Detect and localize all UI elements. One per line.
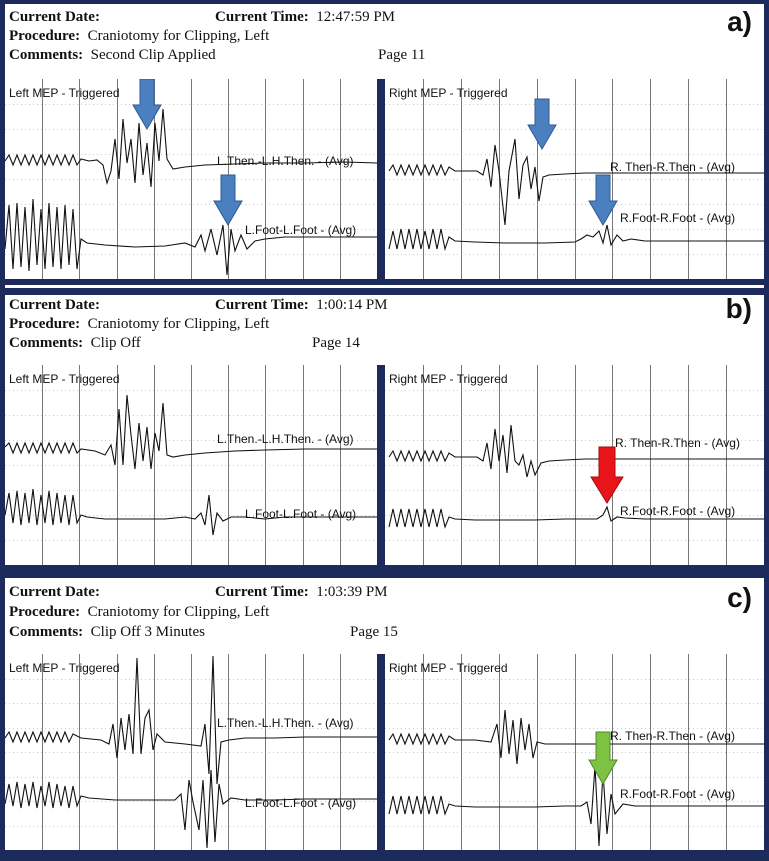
mep-plot-left [5, 79, 377, 279]
trace-label-upper: L.Then.-L.H.Then. - (Avg) [217, 716, 354, 730]
comments-value: Second Clip Applied [90, 47, 216, 63]
mep-plot-right [385, 79, 764, 279]
plot-area [5, 654, 764, 855]
date-label: Current Date: [9, 297, 100, 313]
comments-line: Comments: Second Clip Applied [9, 47, 216, 63]
time-line: Current Time: 1:00:14 PM [215, 297, 388, 313]
mep-plot-left [5, 654, 377, 850]
trace-label-upper: L.Then.-L.H.Then. - (Avg) [217, 154, 354, 168]
panel-letter: a) [727, 6, 752, 37]
trace-upper [5, 109, 377, 187]
procedure-value: Craniotomy for Clipping, Left [87, 28, 270, 44]
comments-line: Comments: Clip Off 3 Minutes [9, 624, 205, 640]
procedure-line: Procedure: Craniotomy for Clipping, Left [9, 316, 270, 332]
plot-title: Right MEP - Triggered [389, 661, 508, 675]
panel-b [5, 295, 764, 571]
procedure-value: Craniotomy for Clipping, Left [87, 604, 270, 620]
plot-title: Left MEP - Triggered [9, 372, 120, 386]
trace-label-upper: R. Then-R.Then - (Avg) [615, 436, 740, 450]
panel-a [5, 4, 764, 288]
panel-letter: b) [725, 293, 752, 324]
trace-label-lower: R.Foot-R.Foot - (Avg) [620, 211, 736, 225]
procedure-value: Craniotomy for Clipping, Left [87, 316, 270, 332]
trace-upper [389, 425, 764, 477]
date-label: Current Date: [9, 584, 100, 600]
time-value: 1:00:14 PM [316, 297, 388, 313]
trace-label-lower: L.Foot-L.Foot - (Avg) [245, 223, 357, 237]
blue-arrow [214, 175, 242, 225]
comments-line: Comments: Clip Off [9, 335, 141, 351]
panel-c [5, 578, 764, 855]
comments-value: Clip Off [90, 335, 141, 351]
trace-label-lower: L.Foot-L.Foot - (Avg) [245, 796, 357, 810]
time-value: 1:03:39 PM [316, 584, 388, 600]
time-value: 12:47:59 PM [316, 9, 396, 25]
red-arrow [591, 447, 623, 503]
trace-label-lower: R.Foot-R.Foot - (Avg) [620, 504, 736, 518]
trace-lower [389, 225, 764, 249]
plot-title: Right MEP - Triggered [389, 86, 508, 100]
panel-letter: c) [727, 582, 752, 613]
mep-plot-left [5, 365, 377, 565]
time-line: Current Time: 12:47:59 PM [215, 9, 396, 25]
blue-arrow [133, 79, 161, 129]
trace-label-upper: L.Then.-L.H.Then. - (Avg) [217, 432, 354, 446]
plot-title: Right MEP - Triggered [389, 372, 508, 386]
page-number: Page 14 [312, 335, 360, 351]
trace-label-upper: R. Then-R.Then - (Avg) [610, 160, 735, 174]
plot-area [5, 365, 764, 571]
date-label: Current Date: [9, 9, 100, 25]
comments-value: Clip Off 3 Minutes [90, 624, 205, 640]
mep-plot-right [385, 654, 764, 850]
trace-label-lower: R.Foot-R.Foot - (Avg) [620, 787, 736, 801]
trace-label-lower: L.Foot-L.Foot - (Avg) [245, 507, 357, 521]
blue-arrow [528, 99, 556, 149]
plot-title: Left MEP - Triggered [9, 86, 120, 100]
procedure-line: Procedure: Craniotomy for Clipping, Left [9, 604, 270, 620]
procedure-line: Procedure: Craniotomy for Clipping, Left [9, 28, 270, 44]
trace-label-upper: R. Then-R.Then - (Avg) [610, 729, 735, 743]
page-number: Page 15 [350, 624, 398, 640]
page-number: Page 11 [378, 47, 426, 63]
plot-title: Left MEP - Triggered [9, 661, 120, 675]
mep-plot-right [385, 365, 764, 565]
trace-lower [389, 766, 764, 846]
trace-lower [5, 199, 377, 275]
time-line: Current Time: 1:03:39 PM [215, 584, 388, 600]
plot-area [5, 79, 764, 285]
